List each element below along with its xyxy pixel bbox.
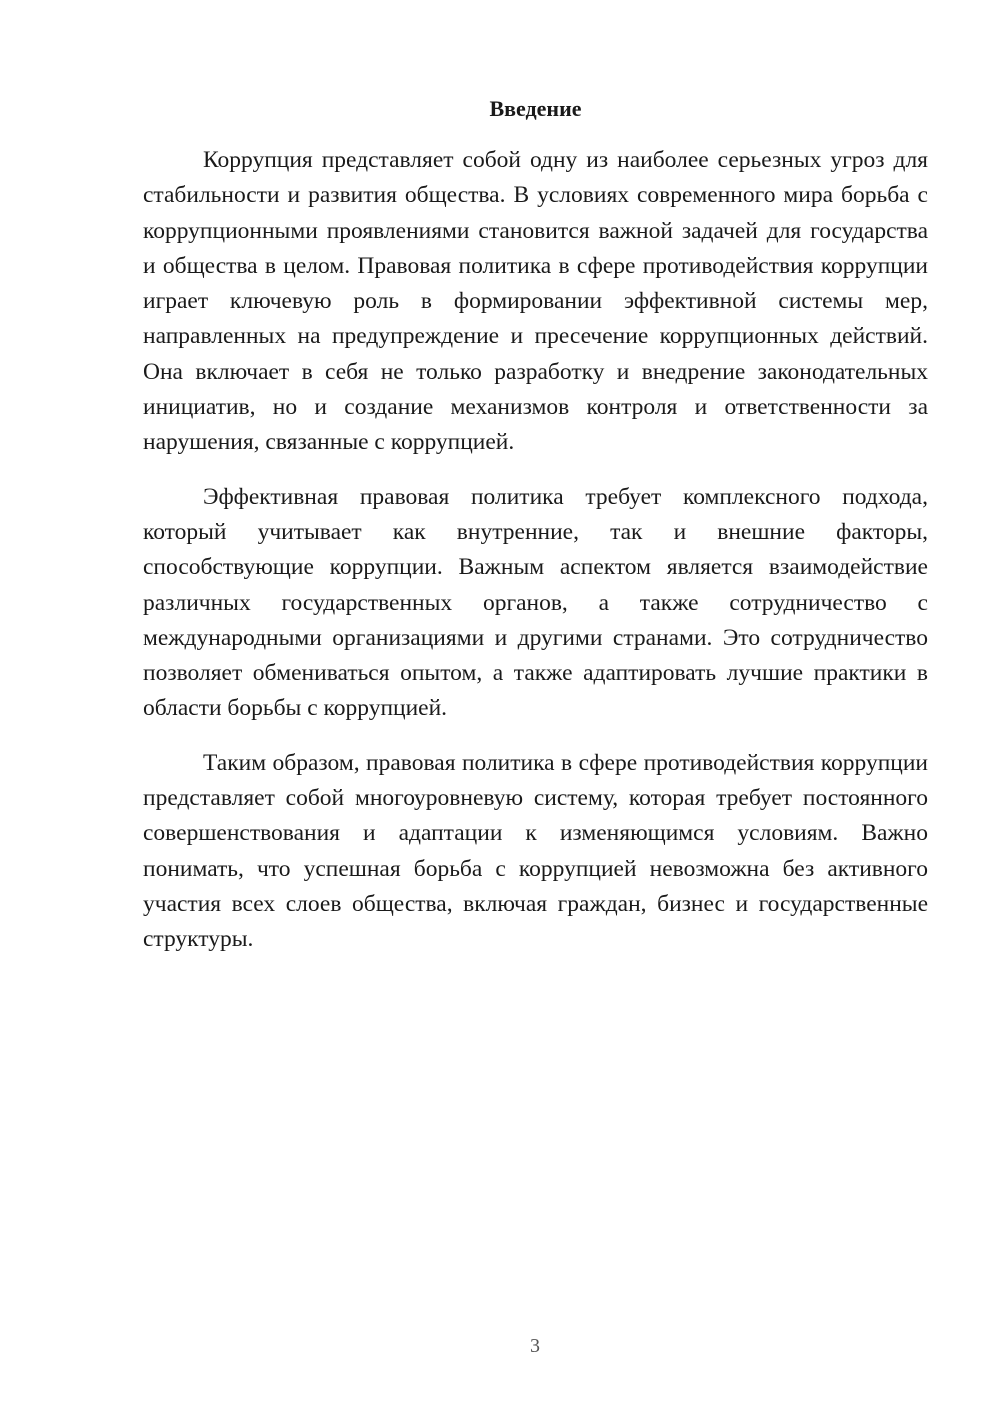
body-text xyxy=(143,143,928,958)
page-number: 3 xyxy=(530,1335,540,1357)
paragraph-2: Эффективная правовая политика требует комплексного подхода, который учитывает как внутренние, так и внешние факторы, способствующие коррупции. Важным аспектом является взаимодействие различных государственных органов, а также сотрудничество с международными организациями и другими странами. Это сотрудничество позволяет обмениваться опытом, а также адаптировать лучшие практики в области борьбы с коррупцией. xyxy=(143,483,928,722)
section-heading: Введение xyxy=(489,96,582,121)
paragraph-3: Таким образом, правовая политика в сфере противодействия коррупции представляет собой многоуровневую систему, которая требует постоянного совершенствования и адаптации к изменяющимся условиям. Важно понимать, что успешная борьба с коррупцией невозможна без активного участия всех слоев общества, включая граждан, бизнес и государственные структуры. xyxy=(143,749,928,953)
paragraph-1: Коррупция представляет собой одну из наиболее серьезных угроз для стабильности и развития общества. В условиях современного мира борьба с коррупционными проявлениями становится важной задачей для государства и общества в целом. Правовая политика в сфере противодействия коррупции играет ключевую роль в формировании эффективной системы мер, направленных на предупреждение и пресечение коррупционных действий. Она включает в себя не только разработку и внедрение законодательных инициатив, но и создание механизмов контроля и ответственности за нарушения, связанные с коррупцией. xyxy=(143,147,928,456)
